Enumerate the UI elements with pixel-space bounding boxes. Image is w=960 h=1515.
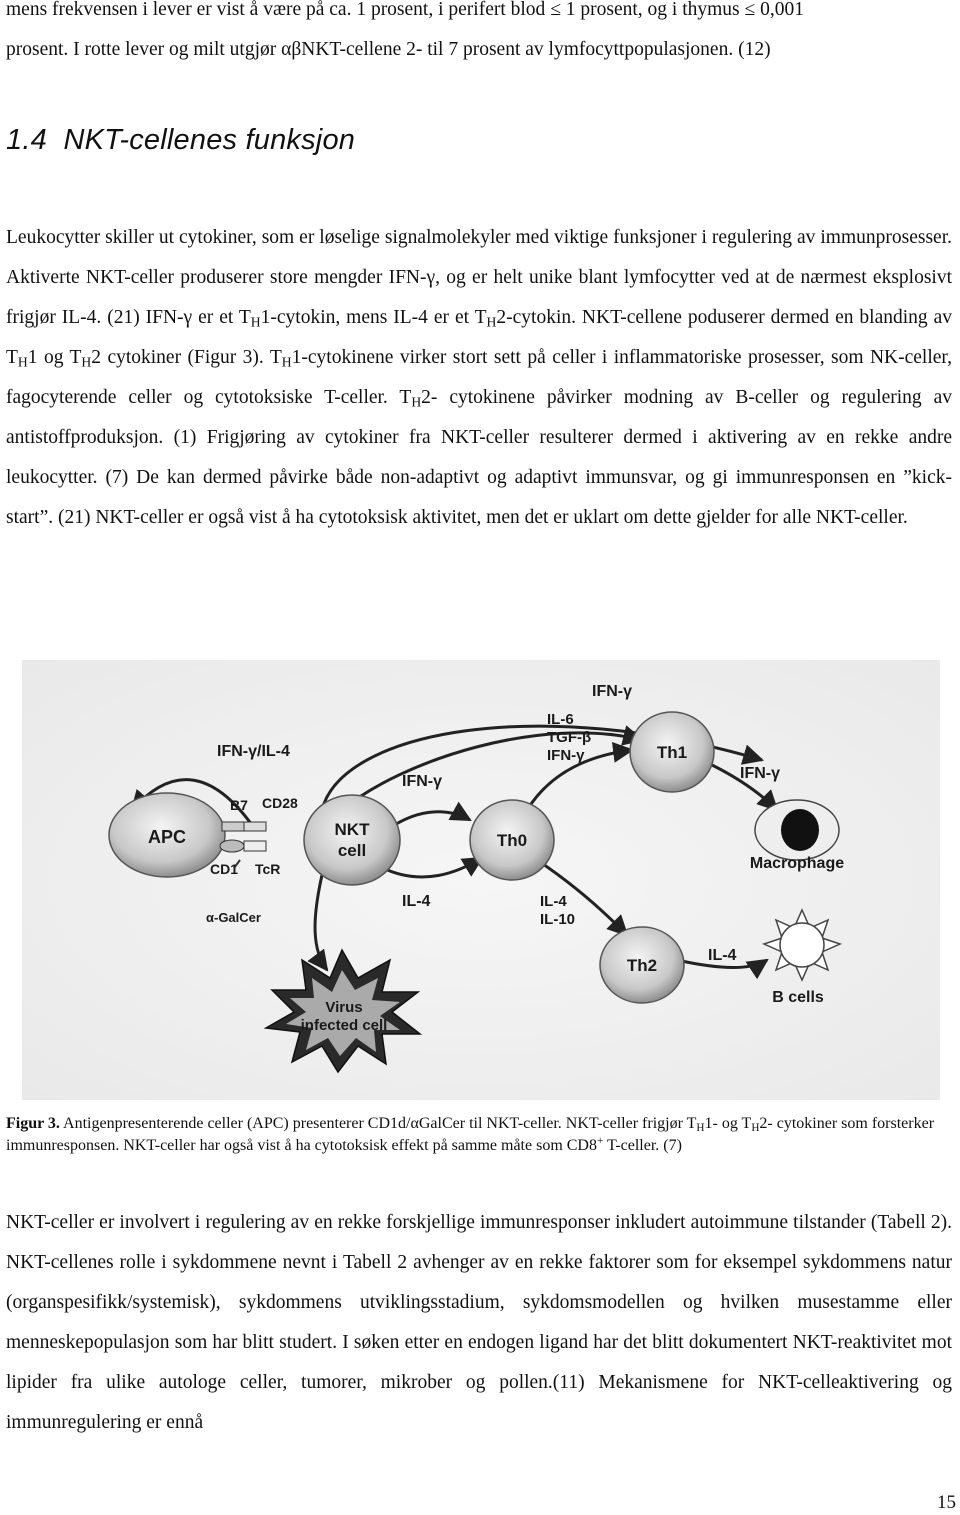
apc-label: APC bbox=[147, 827, 187, 847]
ifng-3-label: IFN-γ bbox=[547, 747, 585, 764]
section-heading bbox=[6, 124, 952, 157]
th0-label: Th0 bbox=[496, 831, 528, 850]
intro-text: mens frekvensen i lever er vist å være på ca. 1 prosent, i perifert blod bbox=[6, 0, 551, 20]
intro-line-2: prosent. I rotte lever og milt utgjør αβNKT-cellene 2- til 7 prosent av lymfocyttpopulasjonen. (12) bbox=[6, 39, 771, 60]
figure-3-diagram bbox=[22, 660, 940, 1100]
nkt-label-2: cell bbox=[337, 841, 367, 860]
cd1-label: CD1 bbox=[210, 861, 239, 877]
macrophage-label: Macrophage bbox=[749, 855, 845, 872]
ifng-il4-label: IFN-γ/IL-4 bbox=[217, 743, 290, 760]
intro-line-1 bbox=[6, 0, 952, 30]
tcr-label: TcR bbox=[255, 861, 281, 877]
galcer-label: α-GalCer bbox=[206, 910, 261, 925]
section-title: NKT-cellenes funksjon bbox=[63, 124, 356, 156]
intro-text: 1 prosent, og i thymus bbox=[560, 0, 745, 20]
ifng-right-label: IFN-γ bbox=[740, 765, 780, 782]
nkt-label-1: NKT bbox=[334, 820, 370, 839]
ifng-mid-label: IFN-γ bbox=[402, 773, 442, 790]
figure-background bbox=[22, 660, 940, 1100]
virus-label-2: infected cell bbox=[300, 1017, 388, 1034]
il4-mid-label: IL-4 bbox=[402, 893, 431, 910]
tgfb-label: TGF-β bbox=[547, 729, 592, 746]
body-paragraph-1: Leukocytter skiller ut cytokiner, som er løselige signalmolekyler med viktige funksjoner i regulering av immunprosesser. Aktiverte NKT-celler produserer store mengder IFN-γ, og er helt unike blant lymfocytter ved at de nærmest eksplosivt frigjør IL-4. (21) IFN-γ er et $T_H1$-cytokin, mens IL-4 er et $T_H2$-cytokin. NKT-cellene poduserer dermed en blanding av $T_H1$ og $T_H2$ cytokiner (Figur 3). $T_H1$-cytokinene virker stort sett på celler i inflammatoriske prosesser, som NK-celler, fagocyterende celler og cytotoksiske T-celler. $T_H2-$ cytokinene påvirker modning av B-celler og regulering av antistoffproduksjon. (1) Frigjøring av cytokiner fra NKT-celler resulterer dermed i aktivering av en rekke andre leukocytter. (7) De kan dermed påvirke både non-adaptivt og adaptivt immunsvar, og gi immunresponsen en ”kick-start”. (21) NKT-celler er også vist å ha cytotoksisk aktivitet, men det er uklart om dette gjelder for alle NKT-celler. bbox=[6, 227, 952, 528]
bcell-star bbox=[764, 910, 840, 980]
bcells-label: B cells bbox=[772, 989, 824, 1006]
figure-caption: Figur 3. Antigenpresenterende celler (APC) presenterer CD1d/αGalCer til NKT-celler. NKT-celler frigjør $T_H1-$ og $T_H2-$ cytokiner som forsterker immunresponsen. NKT-celler har også vist å ha cytotoksisk effekt på samme måte som CD8+ T-celler. (7) bbox=[6, 1115, 935, 1154]
caption-label: Figur 3. bbox=[6, 1115, 60, 1132]
le-symbol: ≤ bbox=[550, 0, 561, 20]
section-number: 1.4 bbox=[6, 124, 47, 156]
il4-low-label: IL-4 bbox=[540, 893, 567, 910]
th1-label: Th1 bbox=[656, 743, 688, 762]
body-paragraph-2: NKT-celler er involvert i regulering av en rekke forskjellige immunresponser inkludert autoimmune tilstander (Tabell 2). NKT-cellenes rolle i sykdommene nevnt i Tabell 2 avhenger av en rekke faktorer som for eksempel sykdommens natur (organspesifikk/systemisk), sykdommens utviklingsstadium, sykdomsmodellen og hvilken musestamme eller menneskepopulasjon som har blitt studert. I søken etter en endogen ligand har det blitt dokumentert NKT-reaktivitet mot lipider fra ulike autologe celler, tumorer, mikrober og pollen.(11) Mekanismene for NKT-celleaktivering og immunregulering er ennå bbox=[6, 1212, 952, 1433]
il10-label: IL-10 bbox=[540, 911, 576, 928]
il6-label: IL-6 bbox=[547, 711, 574, 728]
th2-label: Th2 bbox=[626, 956, 658, 975]
le-symbol: ≤ bbox=[744, 0, 756, 20]
b7-label: B7 bbox=[230, 797, 248, 813]
intro-paragraph bbox=[6, 0, 952, 70]
page-number: 15 bbox=[937, 1492, 956, 1513]
il4-b-label: IL-4 bbox=[708, 947, 737, 964]
ifng-top-label: IFN-γ bbox=[592, 683, 632, 700]
macrophage-nucleus bbox=[781, 809, 819, 851]
cd28-label: CD28 bbox=[262, 795, 298, 811]
intro-text: 0,001 bbox=[755, 0, 804, 20]
nkt-cell bbox=[304, 795, 400, 885]
virus-label-1: Virus bbox=[325, 999, 363, 1016]
